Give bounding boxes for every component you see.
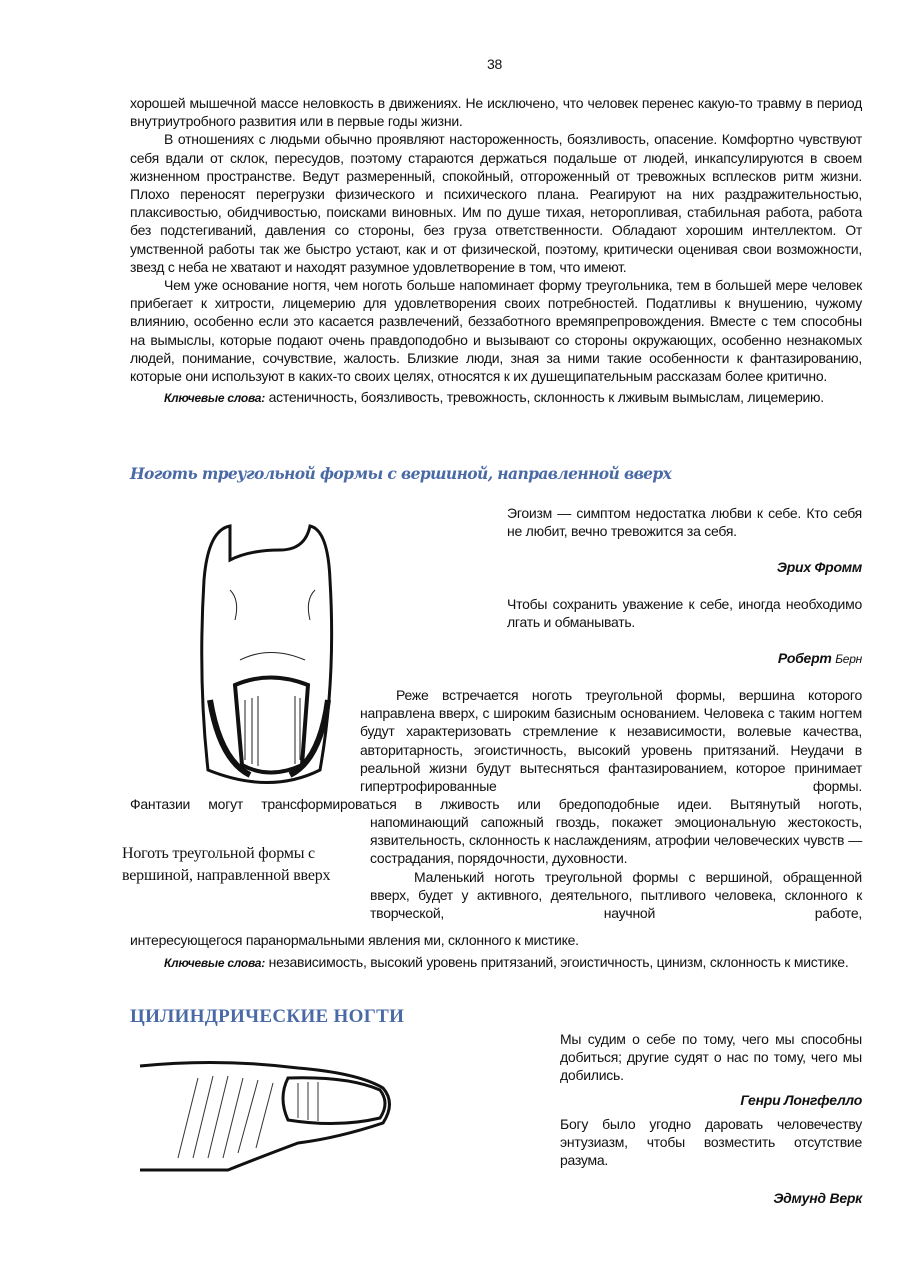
keywords-label: Ключевые слова: [164, 956, 265, 970]
paragraph: напоминающий сапожный гвоздь, покажет эмоциональную жестокость, язвительность, склонность к наслаждениям, атрофии человеческих чувств — сострадания, порядочности, духовности. [370, 814, 862, 867]
cylindrical-nail-illustration [138, 1058, 408, 1173]
keywords-label: Ключевые слова: [164, 391, 265, 406]
section-text-b: Фантазии могут трансформироваться в лживость или бредоподобные идеи. Вытянутый ноготь, [130, 796, 862, 812]
intro-text [130, 94, 862, 409]
paragraph: Чем уже основание ногтя, чем ноготь больше напоминает форму треугольника, тем в большей мере человек прибегает к хитрости, лицемерию для удовлетворения своих потребностей. Податливы к внушению, чужому влиянию, особенно если это касается развлечений, беззаботного времяпрепровождения. Вместе с тем способны на вымыслы, которые подают очень правдоподобно и вызывают со стороны окружающих, особенно незнакомых людей, понимание, сочувствие, жалость. Близкие люди, зная за ними такие особенности к фантазированию, которые они используют в каких-то своих целях, относятся к их душещипательным рассказам более критично. [130, 277, 862, 385]
quote-author: Генри Лонгфелло [740, 1091, 862, 1108]
paragraph: Маленький ноготь треугольной формы с вершиной, обращенной вверх, будет у активного, деятельного, пытливого человека, склонного к творческой, научной работе, [370, 868, 862, 922]
quote: Мы судим о себе по тому, чего мы способны добиться; другие судят о нас по тому, чего мы добились. [560, 1031, 862, 1084]
figure-caption: Ноготь треугольной формы с вершиной, направленной вверх [122, 845, 331, 884]
quote-author: Роберт Берн [777, 650, 862, 667]
paragraph: хорошей мышечной массе неловкость в движениях. Не исключено, что человек перенес какую-то травму в период внутриутробного развития или в первые годы жизни. [130, 95, 862, 130]
quote-author: Эрих Фромм [776, 559, 862, 576]
keywords-text: астеничность, боязливость, тревожность, склонность к лживым вымыслам, лицемерию. [264, 389, 824, 406]
section-heading: ЦИЛИНДРИЧЕСКИЕ НОГТИ [130, 1006, 405, 1027]
keywords [130, 952, 862, 974]
section-heading: Ноготь треугольной формы с вершиной, направленной вверх [130, 464, 672, 483]
section-text-a: Реже встречается ноготь треугольной формы, вершина которого направлена вверх, с широким базисным основанием. Человека с таким ногтем будут характеризовать стремление к независимости, волевые качества, авторитарность, эгоистичность, высокий уровень притязаний. Неудачи в реальной жизни будут вытесняться фантазированием, которое принимает гипертрофированные формы. [360, 687, 862, 795]
quote: Чтобы сохранить уважение к себе, иногда необходимо лгать и обманывать. [507, 595, 862, 630]
triangular-nail-illustration [190, 520, 350, 785]
quote: Эгоизм — симптом недостатка любви к себе. Кто себя не любит, вечно тревожится за себя. [507, 505, 862, 540]
quote-author: Эдмунд Верк [773, 1190, 862, 1207]
keywords [130, 387, 862, 409]
quote-block [507, 504, 862, 668]
quote-block [560, 1030, 862, 1208]
page-number: 38 [487, 56, 503, 72]
keywords-text: независимость, высокий уровень притязаний, эгоистичность, цинизм, склонность к мистике. [264, 954, 849, 970]
quote: Богу было угодно даровать человечеству энтузиазм, чтобы возместить отсутствие разума. [560, 1115, 862, 1169]
section-text-e: интересующегося паранормальными явления ми, склонного к мистике. [130, 932, 579, 948]
paragraph: В отношениях с людьми обычно проявляют настороженность, боязливость, опасение. Комфортно чувствуют себя вдали от склок, пересудов, поэтому стараются держаться подальше от людей, инкапсулируются в своем жизненном пространстве. Ведут размеренный, спокойный, отгороженный от тревожных всплесков ритм жизни. Плохо переносят перегрузки физического и психического плана. Реагируют на них раздражительностью, плаксивостью, обидчивостью, поисками виновных. Им по душе тихая, неторопливая, стабильная работа, работа без подстегиваний, давления со стороны, без груза ответственности. Обладают хорошим интеллектом. От умственной работы так же быстро устают, как и от физической, поэтому, критически оценивая свои возможности, звезд с неба не хватают и находят разумное удовлетворение в том, что имеют. [130, 131, 862, 275]
section-text-c [370, 813, 862, 922]
